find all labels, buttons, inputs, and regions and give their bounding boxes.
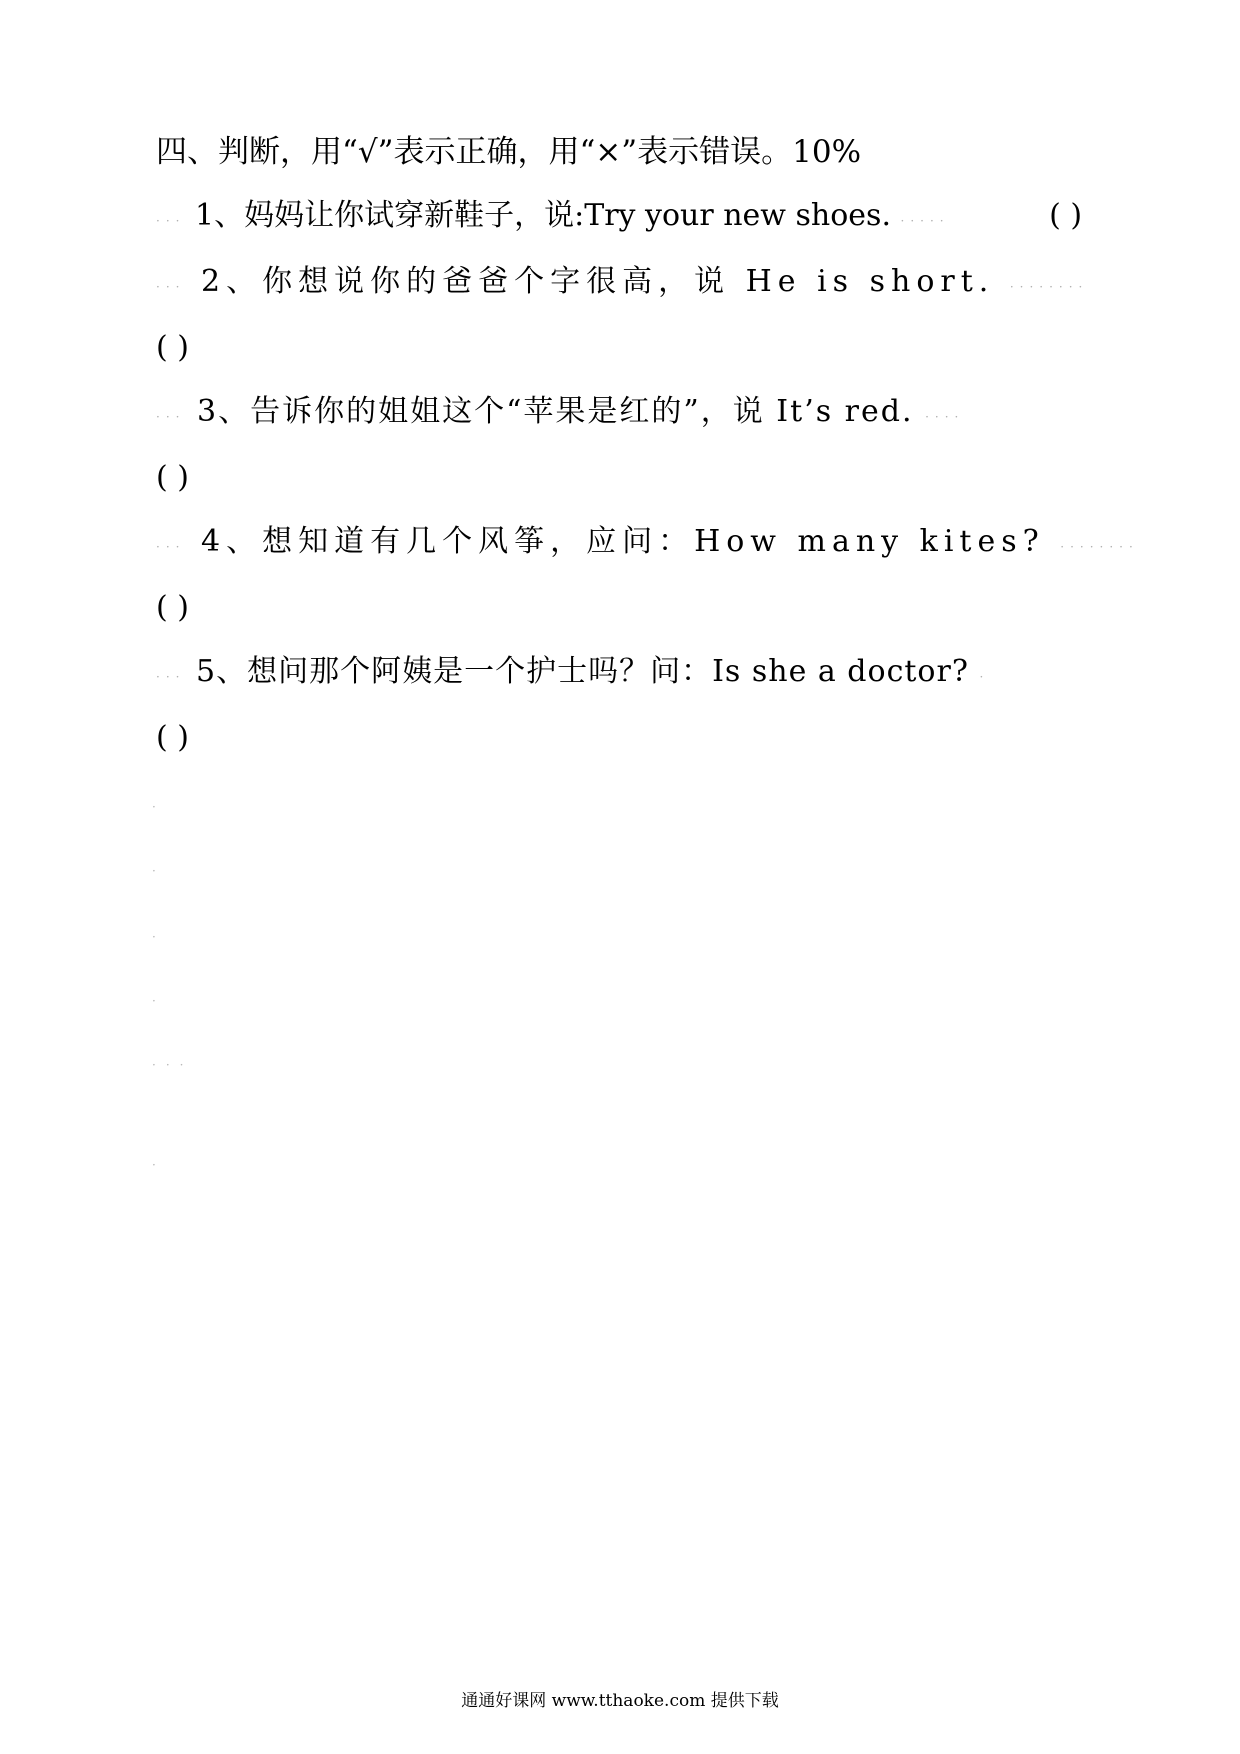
- trailing-dots: ········: [1009, 280, 1089, 294]
- question-4: [156, 522, 1139, 567]
- stray-mark: ·: [152, 864, 166, 878]
- question-5-text: 5、想问那个阿姨是一个护士吗？问：Is she a doctor?: [196, 654, 969, 689]
- question-3-text: 3、告诉你的姐姐这个“苹果是红的”，说 It’s red.: [197, 394, 914, 429]
- question-2-text: 2、你想说你的爸爸个字很高，说 He is short.: [201, 264, 995, 299]
- trailing-dots: ········: [1060, 540, 1139, 554]
- question-3: [156, 392, 964, 437]
- question-1: [156, 196, 1082, 241]
- question-2: [156, 262, 1088, 307]
- trailing-dots: ·····: [900, 214, 950, 228]
- question-1-answer-box[interactable]: ( ): [1049, 198, 1083, 233]
- leading-dots: ···: [156, 410, 186, 424]
- question-5-answer-line: [156, 718, 189, 758]
- leading-dots: ···: [156, 214, 186, 228]
- question-5-answer-box[interactable]: ( ): [156, 720, 189, 755]
- section-heading-text: 四、判断，用“√”表示正确，用“×”表示错误。10%: [156, 134, 862, 170]
- leading-dots: ···: [156, 540, 186, 554]
- stray-mark: ·: [152, 930, 166, 944]
- leading-dots: ···: [156, 670, 186, 684]
- stray-mark: ·: [152, 1158, 166, 1172]
- question-4-answer-box[interactable]: ( ): [156, 590, 189, 625]
- question-2-answer-line: [156, 328, 189, 368]
- stray-mark: ···: [152, 1058, 194, 1072]
- trailing-dots: ····: [925, 410, 965, 424]
- trailing-dots: ·: [979, 670, 990, 684]
- question-4-answer-line: [156, 588, 189, 628]
- question-3-answer-line: [156, 458, 189, 498]
- question-3-answer-box[interactable]: ( ): [156, 460, 189, 495]
- page-footer: [0, 1686, 1240, 1711]
- footer-text: 通通好课网 www.tthaoke.com 提供下载: [461, 1691, 779, 1711]
- question-5: [156, 652, 989, 697]
- question-2-answer-box[interactable]: ( ): [156, 330, 189, 365]
- question-1-text: 1、妈妈让你试穿新鞋子，说:Try your new shoes.: [195, 198, 891, 233]
- question-4-text: 4、想知道有几个风筝，应问：How many kites?: [201, 524, 1045, 559]
- leading-dots: ···: [156, 280, 186, 294]
- stray-mark: ·: [152, 994, 166, 1008]
- stray-mark: ·: [152, 800, 166, 814]
- section-heading: [156, 132, 861, 172]
